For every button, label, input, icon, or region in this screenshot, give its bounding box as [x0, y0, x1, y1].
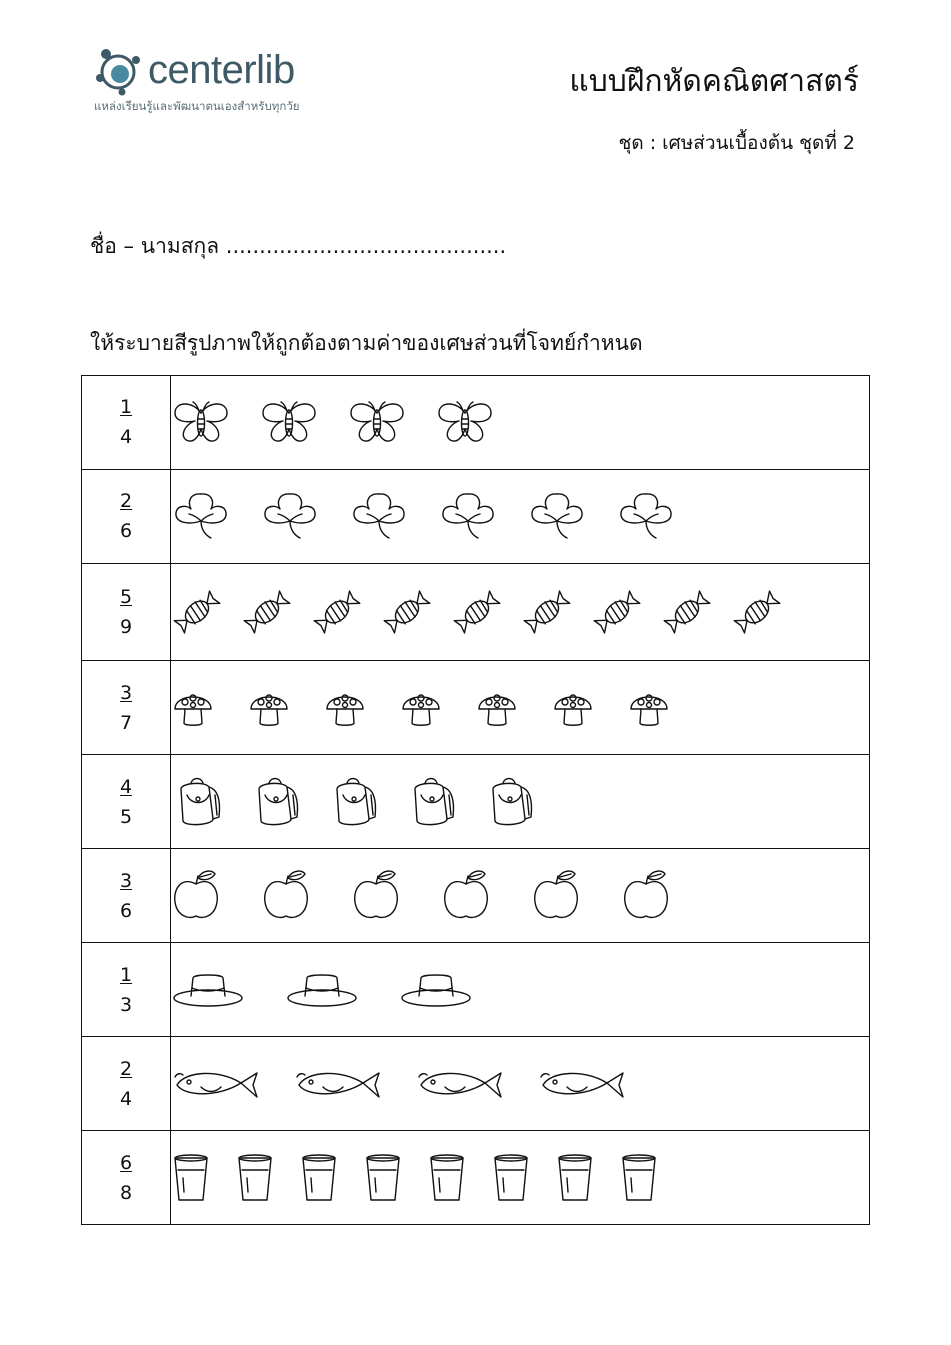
fraction: [120, 585, 132, 639]
fraction-denominator: 6: [119, 520, 133, 543]
fraction-cell: [82, 469, 171, 563]
student-name-line: ชื่อ – นามสกุล ..........................................: [90, 234, 507, 258]
mushroom-icon[interactable]: [323, 687, 367, 729]
fraction-numerator: 2: [119, 490, 133, 513]
fraction-denominator: 6: [119, 899, 133, 922]
table-row: [82, 376, 870, 470]
mushroom-icon[interactable]: [171, 687, 215, 729]
fraction-cell: [82, 849, 171, 943]
centerlib-logo: [92, 40, 352, 120]
apple-icon[interactable]: [621, 870, 671, 922]
candy-icon[interactable]: [241, 584, 293, 640]
pictures-cell: [171, 1131, 870, 1225]
fraction-denominator: 4: [119, 426, 133, 449]
fraction: [120, 489, 132, 543]
logo-mark-icon: [92, 44, 144, 96]
fraction-denominator: 5: [119, 805, 133, 828]
pictures-cell: [171, 943, 870, 1037]
fraction-numerator: 6: [119, 1151, 133, 1174]
fraction: [120, 1057, 132, 1111]
fraction-numerator: 2: [119, 1057, 133, 1080]
glass-icon[interactable]: [171, 1152, 211, 1204]
fraction: [120, 681, 132, 735]
pictures-cell: [171, 376, 870, 470]
fraction: [120, 869, 132, 923]
backpack-icon[interactable]: [483, 775, 535, 829]
pictures-cell: [171, 755, 870, 849]
mushroom-icon[interactable]: [627, 687, 671, 729]
fish-icon[interactable]: [415, 1065, 505, 1103]
fraction-cell: [82, 661, 171, 755]
mushroom-icon[interactable]: [475, 687, 519, 729]
backpack-icon[interactable]: [327, 775, 379, 829]
fraction-cell: [82, 563, 171, 660]
fraction-denominator: 8: [119, 1181, 133, 1204]
candy-icon[interactable]: [521, 584, 573, 640]
table-row: [82, 563, 870, 660]
glass-icon[interactable]: [427, 1152, 467, 1204]
candy-icon[interactable]: [381, 584, 433, 640]
mushroom-icon[interactable]: [551, 687, 595, 729]
butterfly-icon[interactable]: [347, 399, 407, 445]
backpack-icon[interactable]: [249, 775, 301, 829]
fish-icon[interactable]: [171, 1065, 261, 1103]
clover-icon[interactable]: [616, 491, 676, 541]
fraction: [120, 1151, 132, 1205]
apple-icon[interactable]: [531, 870, 581, 922]
fraction-denominator: 4: [119, 1087, 133, 1110]
candy-icon[interactable]: [451, 584, 503, 640]
fraction-numerator: 4: [119, 775, 133, 798]
mushroom-icon[interactable]: [399, 687, 443, 729]
clover-icon[interactable]: [260, 491, 320, 541]
fraction: [120, 395, 132, 449]
fraction-cell: [82, 943, 171, 1037]
pictures-cell: [171, 469, 870, 563]
table-row: [82, 469, 870, 563]
fish-icon[interactable]: [537, 1065, 627, 1103]
butterfly-icon[interactable]: [259, 399, 319, 445]
table-row: [82, 1131, 870, 1225]
glass-icon[interactable]: [491, 1152, 531, 1204]
candy-icon[interactable]: [591, 584, 643, 640]
clover-icon[interactable]: [438, 491, 498, 541]
pictures-cell: [171, 849, 870, 943]
fraction-cell: [82, 1037, 171, 1131]
apple-icon[interactable]: [441, 870, 491, 922]
pictures-cell: [171, 563, 870, 660]
candy-icon[interactable]: [311, 584, 363, 640]
fraction-cell: [82, 755, 171, 849]
logo-tagline: แหล่งเรียนรู้และพัฒนาตนเองสำหรับทุกวัย: [94, 99, 300, 113]
fraction-numerator: 3: [119, 681, 133, 704]
butterfly-icon[interactable]: [171, 399, 231, 445]
glass-icon[interactable]: [363, 1152, 403, 1204]
clover-icon[interactable]: [527, 491, 587, 541]
backpack-icon[interactable]: [171, 775, 223, 829]
page-title: แบบฝึกหัดคณิตศาสตร์: [569, 64, 859, 99]
glass-icon[interactable]: [299, 1152, 339, 1204]
candy-icon[interactable]: [661, 584, 713, 640]
page-subtitle: ชุด : เศษส่วนเบื้องต้น ชุดที่ 2: [618, 132, 855, 154]
pictures-cell: [171, 1037, 870, 1131]
hat-icon[interactable]: [171, 970, 245, 1010]
butterfly-icon[interactable]: [435, 399, 495, 445]
glass-icon[interactable]: [555, 1152, 595, 1204]
fraction-denominator: 9: [119, 616, 133, 639]
table-row: [82, 661, 870, 755]
fraction-numerator: 1: [119, 396, 133, 419]
instruction-text: ให้ระบายสีรูปภาพให้ถูกต้องตามค่าของเศษส่วนที่โจทย์กำหนด: [90, 331, 643, 355]
candy-icon[interactable]: [731, 584, 783, 640]
fraction-denominator: 3: [119, 993, 133, 1016]
glass-icon[interactable]: [235, 1152, 275, 1204]
fraction-cell: [82, 376, 171, 470]
apple-icon[interactable]: [171, 870, 221, 922]
mushroom-icon[interactable]: [247, 687, 291, 729]
fraction-cell: [82, 1131, 171, 1225]
pictures-cell: [171, 661, 870, 755]
fraction: [120, 775, 132, 829]
table-row: [82, 1037, 870, 1131]
fraction: [120, 963, 132, 1017]
apple-icon[interactable]: [261, 870, 311, 922]
fraction-denominator: 7: [119, 711, 133, 734]
glass-icon[interactable]: [619, 1152, 659, 1204]
clover-icon[interactable]: [171, 491, 231, 541]
table-row: [82, 943, 870, 1037]
fraction-numerator: 3: [119, 869, 133, 892]
fraction-numerator: 1: [119, 963, 133, 986]
table-row: [82, 755, 870, 849]
hat-icon[interactable]: [285, 970, 359, 1010]
hat-icon[interactable]: [399, 970, 473, 1010]
clover-icon[interactable]: [349, 491, 409, 541]
fraction-table: [81, 375, 870, 1225]
table-row: [82, 849, 870, 943]
candy-icon[interactable]: [171, 584, 223, 640]
apple-icon[interactable]: [351, 870, 401, 922]
logo-wordmark: centerlib: [148, 48, 295, 92]
backpack-icon[interactable]: [405, 775, 457, 829]
fraction-numerator: 5: [119, 586, 133, 609]
fish-icon[interactable]: [293, 1065, 383, 1103]
